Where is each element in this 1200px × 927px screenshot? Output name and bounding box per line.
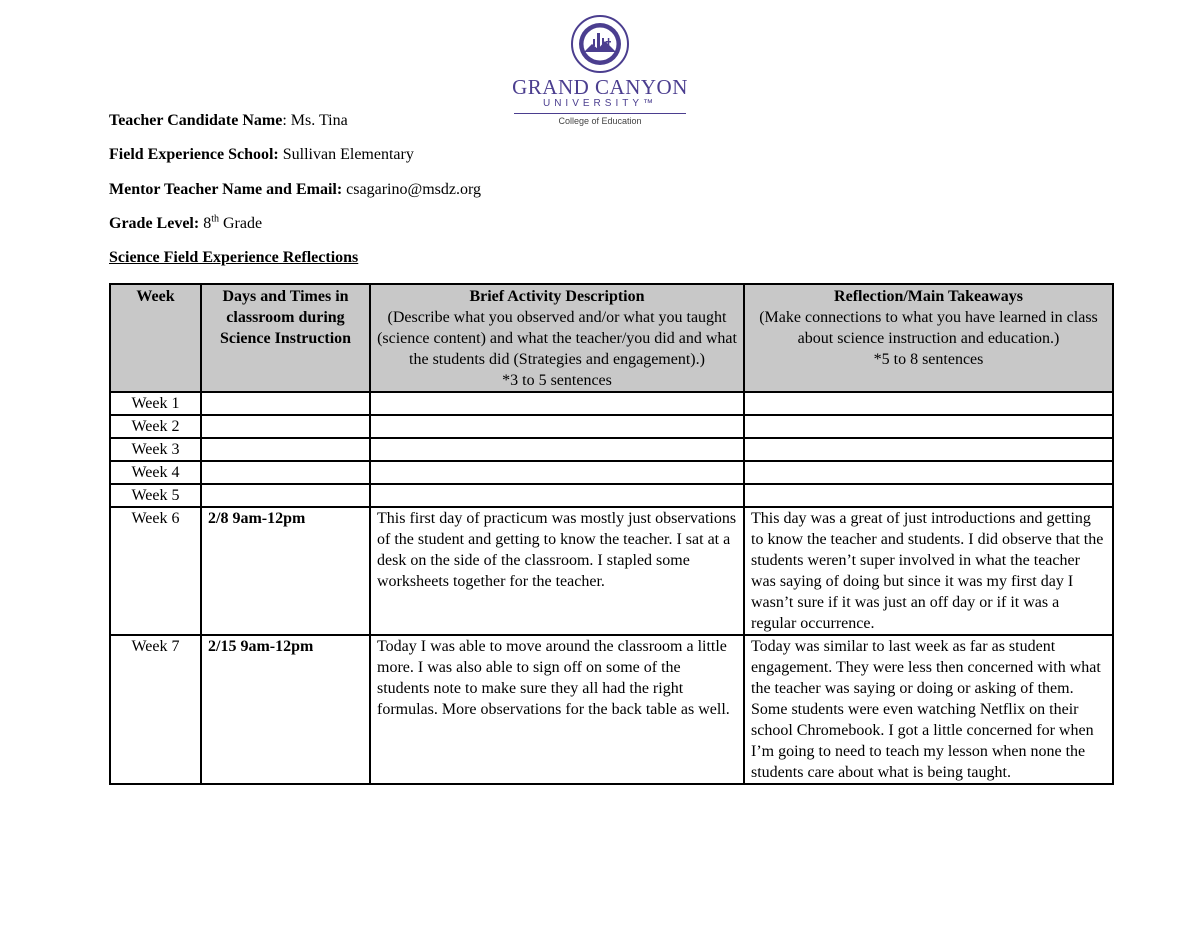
header-reflection-title: Reflection/Main Takeaways: [834, 288, 1023, 305]
candidate-name-label: Teacher Candidate Name: [109, 112, 283, 129]
school-label: Field Experience School:: [109, 146, 279, 163]
candidate-name-value: : Ms. Tina: [282, 112, 348, 129]
activity-cell: [370, 461, 744, 484]
activity-cell: [370, 415, 744, 438]
table-row: [110, 461, 1113, 484]
week-cell: Week 6: [110, 507, 201, 635]
table-row: [110, 507, 1113, 635]
header-reflection-note: *5 to 8 sentences: [873, 351, 984, 368]
activity-cell: [370, 438, 744, 461]
school-field: [109, 145, 414, 165]
reflections-table: [109, 283, 1114, 785]
reflection-cell: [744, 392, 1113, 415]
grade-field: [109, 214, 262, 234]
mentor-label: Mentor Teacher Name and Email:: [109, 181, 343, 198]
days-cell: [201, 438, 370, 461]
header-activity: [370, 284, 744, 392]
table-row: [110, 484, 1113, 507]
header-activity-title: Brief Activity Description: [469, 288, 645, 305]
table-header-row: [110, 284, 1113, 392]
days-cell: [201, 392, 370, 415]
activity-cell: [370, 484, 744, 507]
reflection-cell: Today was similar to last week as far as student engagement. They were less then concerned with what the teacher was saying or doing or asking of them. Some students were even watching Netflix on their school Chromebook. I got a little concerned for when I’m going to need to teach my lesson when none the students care about what is being taught.: [744, 635, 1113, 784]
days-cell: [201, 461, 370, 484]
week-cell: Week 2: [110, 415, 201, 438]
mentor-field: [109, 180, 481, 200]
header-activity-desc: (Describe what you observed and/or what you taught (science content) and what the teacher/you did and what the students did (Strategies and engagement).): [377, 309, 737, 368]
reflection-cell: [744, 438, 1113, 461]
header-reflection-desc: (Make connections to what you have learned in class about science instruction and education.): [759, 309, 1098, 347]
reflection-cell: [744, 415, 1113, 438]
header-week: Week: [110, 284, 201, 392]
header-days: Days and Times in classroom during Science Instruction: [201, 284, 370, 392]
header-reflection: [744, 284, 1113, 392]
activity-cell: Today I was able to move around the classroom a little more. I was also able to sign off on some of the students note to make sure they all had the right formulas. More observations for the back table as well.: [370, 635, 744, 784]
candidate-name-field: [109, 111, 348, 131]
grade-superscript: th: [211, 213, 219, 225]
days-cell: 2/8 9am-12pm: [201, 507, 370, 635]
grade-number: 8: [199, 215, 212, 232]
week-cell: Week 3: [110, 438, 201, 461]
table-row: [110, 392, 1113, 415]
week-cell: Week 7: [110, 635, 201, 784]
logo-name: GRAND CANYON: [512, 75, 688, 99]
university-seal-icon: [570, 14, 630, 74]
week-cell: Week 4: [110, 461, 201, 484]
grade-suffix: Grade: [218, 215, 263, 232]
table-row: [110, 635, 1113, 784]
activity-cell: [370, 392, 744, 415]
school-value: Sullivan Elementary: [278, 146, 414, 163]
activity-cell: This first day of practicum was mostly just observations of the student and getting to know the teacher. I sat at a desk on the side of the classroom. I stapled some worksheets together for the teacher.: [370, 507, 744, 635]
days-cell: [201, 415, 370, 438]
reflection-cell: [744, 461, 1113, 484]
week-cell: Week 5: [110, 484, 201, 507]
university-logo: [510, 14, 690, 127]
reflection-cell: This day was a great of just introductions and getting to know the teacher and students. I did observe that the students weren’t super involved in what the teacher was saying of doing but since it was my first day I wasn’t sure if it was just an off day or if it was a regular occurrence.: [744, 507, 1113, 635]
header-activity-note: *3 to 5 sentences: [502, 372, 612, 389]
table-row: [110, 438, 1113, 461]
days-cell: 2/15 9am-12pm: [201, 635, 370, 784]
mentor-value: csagarino@msdz.org: [342, 181, 482, 198]
days-cell: [201, 484, 370, 507]
table-row: [110, 415, 1113, 438]
grade-label: Grade Level:: [109, 215, 200, 232]
logo-subtitle: UNIVERSITY™: [542, 98, 657, 109]
logo-divider: [514, 113, 686, 114]
section-title: Science Field Experience Reflections: [109, 249, 359, 266]
week-cell: Week 1: [110, 392, 201, 415]
reflection-cell: [744, 484, 1113, 507]
logo-college: College of Education: [558, 116, 642, 126]
